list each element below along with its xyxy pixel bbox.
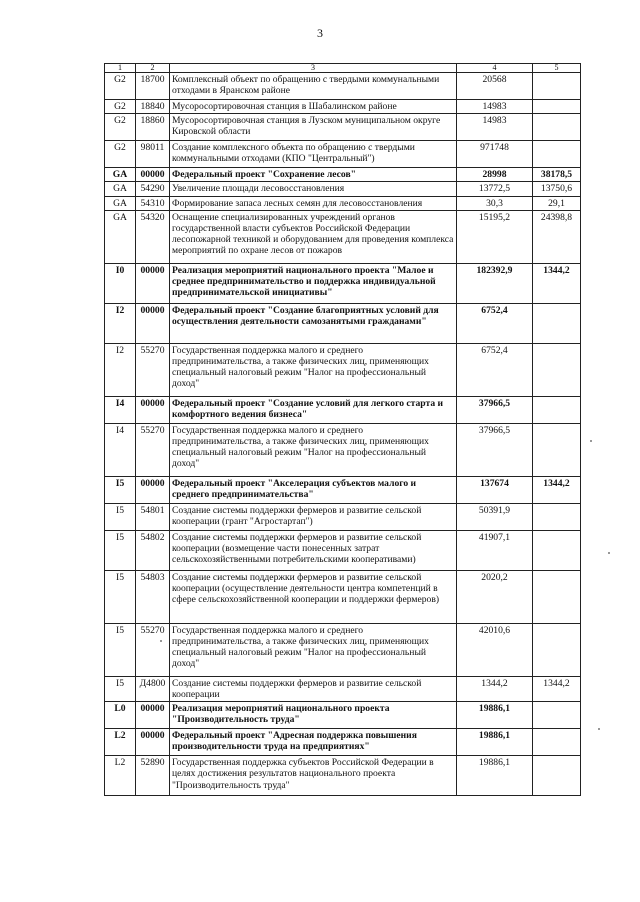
row-code-cell: L2 <box>105 729 136 756</box>
table-body <box>105 73 581 796</box>
row-code-cell: I5 <box>105 623 136 676</box>
row-description-cell: Федеральный проект "Сохранение лесов" <box>170 168 457 182</box>
row-value-col5-cell <box>533 530 581 570</box>
table-row <box>105 263 581 303</box>
row-value-col4-cell: 14983 <box>457 100 533 114</box>
row-value-col5-cell <box>533 343 581 396</box>
row-value-col4-cell: 28998 <box>457 168 533 182</box>
row-code-cell: GA <box>105 182 136 196</box>
row-value-col4-cell: 19886,1 <box>457 702 533 729</box>
row-subcode-cell: 52890 <box>136 756 170 796</box>
row-value-col4-cell: 14983 <box>457 114 533 141</box>
row-value-col5-cell: 1344,2 <box>533 676 581 701</box>
table-row <box>105 396 581 423</box>
header-col-2: 2 <box>136 64 170 73</box>
table-row <box>105 168 581 182</box>
row-description-cell: Федеральный проект "Адресная поддержка повышения производительности труда на предприятиях" <box>170 729 457 756</box>
row-code-cell: I5 <box>105 476 136 503</box>
table-row <box>105 676 581 701</box>
row-value-col5-cell: 13750,6 <box>533 182 581 196</box>
row-code-cell: GA <box>105 196 136 210</box>
row-value-col4-cell: 37966,5 <box>457 396 533 423</box>
table-row <box>105 182 581 196</box>
row-description-cell: Федеральный проект "Создание условий для легкого старта и комфортного ведения бизнеса" <box>170 396 457 423</box>
row-subcode-cell: 00000 <box>136 263 170 303</box>
row-subcode-cell: 55270 <box>136 423 170 476</box>
row-code-cell: I4 <box>105 396 136 423</box>
row-code-cell: I2 <box>105 343 136 396</box>
row-description-cell: Формирование запаса лесных семян для лесовосстановления <box>170 196 457 210</box>
row-subcode-cell: 18840 <box>136 100 170 114</box>
row-subcode-cell: 54802 <box>136 530 170 570</box>
scan-speck <box>598 728 600 730</box>
row-code-cell: G2 <box>105 114 136 141</box>
row-code-cell: I5 <box>105 503 136 530</box>
row-subcode-cell: 00000 <box>136 168 170 182</box>
row-value-col4-cell: 30,3 <box>457 196 533 210</box>
table-row <box>105 570 581 623</box>
row-subcode-cell: 00000 <box>136 303 170 343</box>
table-row <box>105 73 581 100</box>
row-value-col5-cell <box>533 423 581 476</box>
row-value-col5-cell <box>533 141 581 168</box>
table-row <box>105 729 581 756</box>
row-description-cell: Федеральный проект "Создание благоприятных условий для осуществления деятельности самозанятыми гражданами" <box>170 303 457 343</box>
row-description-cell: Увеличение площади лесовосстановления <box>170 182 457 196</box>
row-description-cell: Государственная поддержка малого и среднего предпринимательства, а также физических лиц, применяющих специальный налоговый режим "Налог на профессиональный доход" <box>170 343 457 396</box>
table-row <box>105 623 581 676</box>
table-header-row <box>105 64 581 73</box>
row-value-col4-cell: 20568 <box>457 73 533 100</box>
row-code-cell: I2 <box>105 303 136 343</box>
row-subcode-cell: 55270 <box>136 343 170 396</box>
row-value-col4-cell: 37966,5 <box>457 423 533 476</box>
table-row <box>105 343 581 396</box>
row-code-cell: GA <box>105 210 136 263</box>
row-code-cell: I5 <box>105 676 136 701</box>
row-value-col4-cell: 42010,6 <box>457 623 533 676</box>
row-subcode-cell: Д4800 <box>136 676 170 701</box>
row-subcode-cell: 18700 <box>136 73 170 100</box>
table-row <box>105 503 581 530</box>
budget-table <box>104 63 581 796</box>
row-code-cell: G2 <box>105 100 136 114</box>
row-code-cell: L2 <box>105 756 136 796</box>
row-value-col5-cell <box>533 114 581 141</box>
row-value-col4-cell: 1344,2 <box>457 676 533 701</box>
scan-speck <box>590 440 592 442</box>
row-description-cell: Реализация мероприятий национального проекта "Малое и среднее предпринимательство и поддержка индивидуальной предпринимательской инициативы" <box>170 263 457 303</box>
row-subcode-cell: 00000 <box>136 702 170 729</box>
row-code-cell: I5 <box>105 570 136 623</box>
row-value-col5-cell <box>533 756 581 796</box>
row-value-col4-cell: 137674 <box>457 476 533 503</box>
row-value-col5-cell <box>533 396 581 423</box>
row-value-col5-cell <box>533 303 581 343</box>
row-value-col4-cell: 50391,9 <box>457 503 533 530</box>
row-subcode-cell: 00000 <box>136 729 170 756</box>
row-value-col4-cell: 6752,4 <box>457 343 533 396</box>
header-col-3: 3 <box>170 64 457 73</box>
row-description-cell: Создание комплексного объекта по обращению с твердыми коммунальными отходами (КПО "Центральный") <box>170 141 457 168</box>
row-subcode-cell: 98011 <box>136 141 170 168</box>
table-row <box>105 196 581 210</box>
table-row <box>105 100 581 114</box>
row-value-col4-cell: 182392,9 <box>457 263 533 303</box>
row-subcode-cell: 54310 <box>136 196 170 210</box>
row-value-col4-cell: 6752,4 <box>457 303 533 343</box>
row-description-cell: Создание системы поддержки фермеров и развитие сельской кооперации (грант "Агростартап") <box>170 503 457 530</box>
row-code-cell: I0 <box>105 263 136 303</box>
table-row <box>105 303 581 343</box>
row-value-col5-cell <box>533 73 581 100</box>
row-value-col4-cell: 2020,2 <box>457 570 533 623</box>
row-value-col4-cell: 19886,1 <box>457 729 533 756</box>
row-description-cell: Создание системы поддержки фермеров и развитие сельской кооперации <box>170 676 457 701</box>
row-subcode-cell: 18860 <box>136 114 170 141</box>
row-value-col5-cell: 24398,8 <box>533 210 581 263</box>
row-value-col5-cell: 29,1 <box>533 196 581 210</box>
row-description-cell: Мусоросортировочная станция в Шабалинском районе <box>170 100 457 114</box>
row-code-cell: I5 <box>105 530 136 570</box>
row-value-col5-cell <box>533 729 581 756</box>
table-row <box>105 210 581 263</box>
table-row <box>105 702 581 729</box>
row-code-cell: L0 <box>105 702 136 729</box>
row-value-col5-cell: 1344,2 <box>533 263 581 303</box>
row-value-col4-cell: 41907,1 <box>457 530 533 570</box>
row-description-cell: Мусоросортировочная станция в Лузском муниципальном округе Кировской области <box>170 114 457 141</box>
row-description-cell: Федеральный проект "Акселерация субъектов малого и среднего предпринимательства" <box>170 476 457 503</box>
table-row <box>105 423 581 476</box>
row-value-col5-cell <box>533 702 581 729</box>
table-row <box>105 476 581 503</box>
row-code-cell: I4 <box>105 423 136 476</box>
row-value-col5-cell: 38178,5 <box>533 168 581 182</box>
row-subcode-cell: 54290 <box>136 182 170 196</box>
row-description-cell: Комплексный объект по обращению с твердыми коммунальными отходами в Яранском районе <box>170 73 457 100</box>
row-value-col5-cell <box>533 100 581 114</box>
row-value-col5-cell <box>533 623 581 676</box>
row-description-cell: Государственная поддержка малого и среднего предпринимательства, а также физических лиц, применяющих специальный налоговый режим "Налог на профессиональный доход" <box>170 423 457 476</box>
scan-speck <box>608 552 610 554</box>
row-subcode-cell: 54320 <box>136 210 170 263</box>
table-row <box>105 756 581 796</box>
row-description-cell: Оснащение специализированных учреждений органов государственной власти субъектов Российской Федерации лесопожарной техникой и оборудованием для проведения комплекса мероприятий по охране лесов от пожаров <box>170 210 457 263</box>
row-subcode-cell: 54803 <box>136 570 170 623</box>
table-row <box>105 114 581 141</box>
row-subcode-cell: 00000 <box>136 396 170 423</box>
header-col-4: 4 <box>457 64 533 73</box>
row-value-col4-cell: 15195,2 <box>457 210 533 263</box>
row-description-cell: Реализация мероприятий национального проекта "Производительность труда" <box>170 702 457 729</box>
row-subcode-cell: 00000 <box>136 476 170 503</box>
row-code-cell: G2 <box>105 73 136 100</box>
row-value-col5-cell: 1344,2 <box>533 476 581 503</box>
row-value-col4-cell: 19886,1 <box>457 756 533 796</box>
row-subcode-cell: 54801 <box>136 503 170 530</box>
row-value-col5-cell <box>533 503 581 530</box>
row-description-cell: Государственная поддержка субъектов Российской Федерации в целях достижения результатов национального проекта "Производительность труда" <box>170 756 457 796</box>
table-row <box>105 141 581 168</box>
row-description-cell: Создание системы поддержки фермеров и развитие сельской кооперации (возмещение части понесенных затрат сельскохозяйственными потребительскими кооперативами) <box>170 530 457 570</box>
header-col-5: 5 <box>533 64 581 73</box>
row-subcode-cell: 55270 <box>136 623 170 676</box>
row-value-col5-cell <box>533 570 581 623</box>
row-description-cell: Государственная поддержка малого и среднего предпринимательства, а также физических лиц, применяющих специальный налоговый режим "Налог на профессиональный доход" <box>170 623 457 676</box>
row-code-cell: GA <box>105 168 136 182</box>
scan-speck <box>160 640 162 642</box>
row-code-cell: G2 <box>105 141 136 168</box>
table-row <box>105 530 581 570</box>
row-value-col4-cell: 971748 <box>457 141 533 168</box>
page-number: 3 <box>317 26 323 40</box>
row-description-cell: Создание системы поддержки фермеров и развитие сельской кооперации (осуществление деятельности центра компетенций в сфере сельскохозяйственной кооперации и поддержки фермеров) <box>170 570 457 623</box>
row-value-col4-cell: 13772,5 <box>457 182 533 196</box>
header-col-1: 1 <box>105 64 136 73</box>
